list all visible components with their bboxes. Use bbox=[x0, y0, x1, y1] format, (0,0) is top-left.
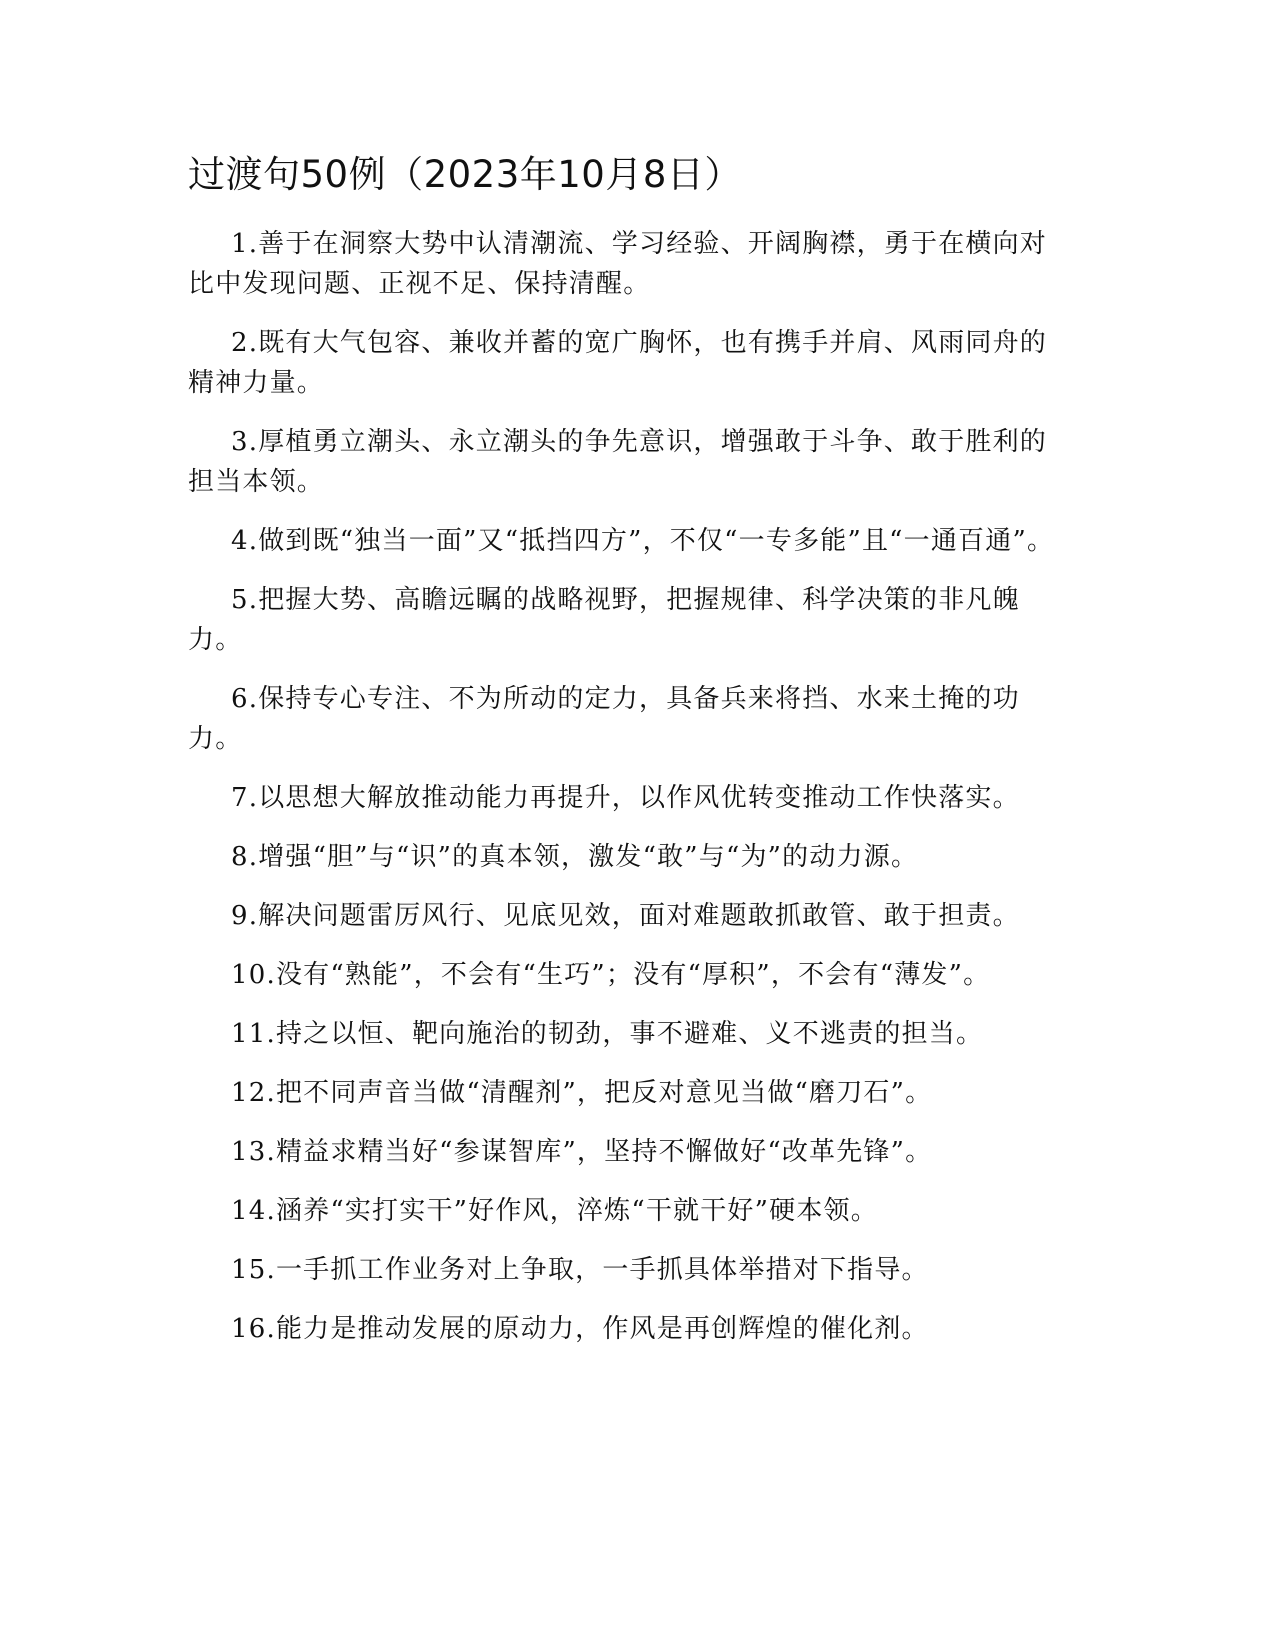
list-item: 10.没有“熟能”，不会有“生巧”；没有“厚积”，不会有“薄发”。 bbox=[231, 960, 991, 990]
list-item: 2.既有大气包容、兼收并蓄的宽广胸怀，也有携手并肩、风雨同舟的精神力量。 bbox=[188, 328, 1048, 398]
list-item: 8.增强“胆”与“识”的真本领，激发“敢”与“为”的动力源。 bbox=[231, 842, 919, 872]
list-item: 13.精益求精当好“参谋智库”，坚持不懈做好“改革先锋”。 bbox=[231, 1137, 933, 1167]
list-item: 4.做到既“独当一面”又“抵挡四方”，不仅“一专多能”且“一通百通”。 bbox=[231, 526, 1055, 556]
list-item: 12.把不同声音当做“清醒剂”，把反对意见当做“磨刀石”。 bbox=[231, 1078, 933, 1108]
list-item: 15.一手抓工作业务对上争取，一手抓具体举措对下指导。 bbox=[231, 1255, 929, 1285]
list-item: 7.以思想大解放推动能力再提升，以作风优转变推动工作快落实。 bbox=[231, 783, 1020, 813]
list-item: 11.持之以恒、靶向施治的韧劲，事不避难、义不逃责的担当。 bbox=[231, 1019, 984, 1049]
list-item: 6.保持专心专注、不为所动的定力，具备兵来将挡、水来土掩的功力。 bbox=[188, 684, 1020, 754]
document-body bbox=[188, 224, 1068, 1368]
document-title: 过渡句50例（2023年10月8日） bbox=[188, 153, 742, 196]
list-item: 14.涵养“实打实干”好作风，淬炼“干就干好”硬本领。 bbox=[231, 1196, 878, 1226]
list-item: 5.把握大势、高瞻远瞩的战略视野，把握规律、科学决策的非凡魄力。 bbox=[188, 585, 1020, 655]
list-item: 9.解决问题雷厉风行、见底见效，面对难题敢抓敢管、敢于担责。 bbox=[231, 901, 1020, 931]
list-item: 16.能力是推动发展的原动力，作风是再创辉煌的催化剂。 bbox=[231, 1314, 929, 1344]
list-item: 3.厚植勇立潮头、永立潮头的争先意识，增强敢于斗争、敢于胜利的担当本领。 bbox=[188, 427, 1048, 497]
list-item: 1.善于在洞察大势中认清潮流、学习经验、开阔胸襟，勇于在横向对比中发现问题、正视不足、保持清醒。 bbox=[188, 229, 1048, 299]
